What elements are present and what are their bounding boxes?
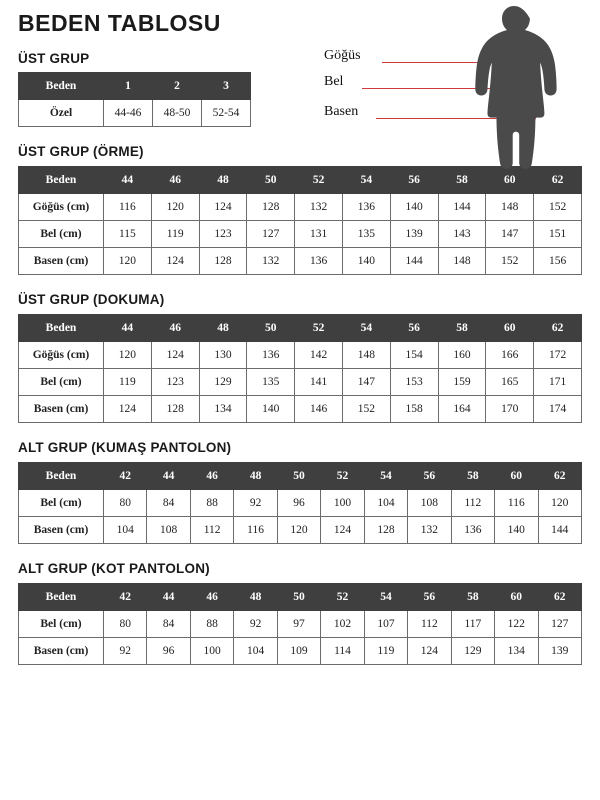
table-cell: 108 <box>147 517 190 544</box>
section-title: ÜST GRUP (DOKUMA) <box>18 292 165 307</box>
table-cell: 123 <box>151 369 199 396</box>
table-cell: 136 <box>451 517 494 544</box>
table-cell: 148 <box>486 194 534 221</box>
table-cell: 135 <box>247 369 295 396</box>
table-cell: 144 <box>438 194 486 221</box>
row-label: Basen (cm) <box>19 638 104 665</box>
table-cell: 116 <box>234 517 277 544</box>
table-cell: 102 <box>321 611 364 638</box>
table-cell: 120 <box>104 248 152 275</box>
table-cell: 170 <box>486 396 534 423</box>
table-cell: 114 <box>321 638 364 665</box>
header-cell: 44 <box>104 167 152 194</box>
callout-label-waist: Bel <box>324 74 344 89</box>
table-cell: 128 <box>364 517 407 544</box>
header-cell: 3 <box>202 73 251 100</box>
section-alt-grup-kot-pantolon <box>18 561 582 665</box>
table-cell: 119 <box>151 221 199 248</box>
header-cell: 56 <box>390 315 438 342</box>
table-row <box>19 221 582 248</box>
size-table-alt-grup-kot <box>18 583 582 665</box>
header-cell: 48 <box>234 463 277 490</box>
size-table-ust-grup-dokuma <box>18 314 582 423</box>
table-cell: 116 <box>104 194 152 221</box>
header-cell: 2 <box>153 73 202 100</box>
table-cell: 152 <box>342 396 390 423</box>
table-cell: 48-50 <box>153 100 202 127</box>
header-cell: 62 <box>538 463 581 490</box>
table-cell: 159 <box>438 369 486 396</box>
table-cell: 88 <box>190 490 233 517</box>
table-cell: 131 <box>295 221 343 248</box>
table-cell: 92 <box>104 638 147 665</box>
table-cell: 140 <box>342 248 390 275</box>
table-cell: 84 <box>147 611 190 638</box>
table-cell: 129 <box>199 369 247 396</box>
table-cell: 84 <box>147 490 190 517</box>
table-cell: 96 <box>147 638 190 665</box>
header-cell: 52 <box>321 463 364 490</box>
table-cell: 152 <box>486 248 534 275</box>
table-cell: 115 <box>104 221 152 248</box>
table-cell: 132 <box>295 194 343 221</box>
table-cell: 80 <box>104 490 147 517</box>
table-cell: 140 <box>247 396 295 423</box>
table-header-row <box>19 73 251 100</box>
table-cell: 130 <box>199 342 247 369</box>
section-title: ÜST GRUP (ÖRME) <box>18 144 144 159</box>
header-cell: 54 <box>342 167 390 194</box>
header-cell: 48 <box>199 315 247 342</box>
row-label: Göğüs (cm) <box>19 342 104 369</box>
table-cell: 164 <box>438 396 486 423</box>
header-cell: 54 <box>364 584 407 611</box>
header-cell: Beden <box>19 463 104 490</box>
header-cell: 56 <box>390 167 438 194</box>
header-cell: 44 <box>147 463 190 490</box>
header-cell: 46 <box>151 315 199 342</box>
header-cell: 56 <box>408 584 451 611</box>
header-cell: 58 <box>451 463 494 490</box>
table-row <box>19 194 582 221</box>
table-cell: 142 <box>295 342 343 369</box>
table-cell: 107 <box>364 611 407 638</box>
table-cell: 135 <box>342 221 390 248</box>
row-label: Basen (cm) <box>19 248 104 275</box>
header-cell: 60 <box>486 315 534 342</box>
table-cell: 153 <box>390 369 438 396</box>
header-cell: Beden <box>19 584 104 611</box>
header-cell: 1 <box>104 73 153 100</box>
header-cell: 48 <box>199 167 247 194</box>
table-cell: 104 <box>364 490 407 517</box>
header-cell: 52 <box>295 167 343 194</box>
table-cell: 172 <box>534 342 582 369</box>
table-cell: 132 <box>247 248 295 275</box>
header-cell: Beden <box>19 315 104 342</box>
table-cell: 147 <box>486 221 534 248</box>
row-label: Özel <box>19 100 104 127</box>
header-cell: 58 <box>438 167 486 194</box>
table-cell: 132 <box>408 517 451 544</box>
table-row <box>19 342 582 369</box>
page-title: BEDEN TABLOSU <box>18 10 221 36</box>
table-cell: 80 <box>104 611 147 638</box>
table-header-row <box>19 463 582 490</box>
table-row <box>19 517 582 544</box>
table-cell: 117 <box>451 611 494 638</box>
table-cell: 100 <box>190 638 233 665</box>
section-title: ALT GRUP (KOT PANTOLON) <box>18 561 210 576</box>
table-cell: 166 <box>486 342 534 369</box>
header-cell: 58 <box>451 584 494 611</box>
row-label: Bel (cm) <box>19 369 104 396</box>
header-cell: 54 <box>342 315 390 342</box>
header-cell: 60 <box>486 167 534 194</box>
row-label: Göğüs (cm) <box>19 194 104 221</box>
table-cell: 160 <box>438 342 486 369</box>
row-label: Basen (cm) <box>19 396 104 423</box>
row-label: Bel (cm) <box>19 221 104 248</box>
table-cell: 100 <box>321 490 364 517</box>
table-row <box>19 396 582 423</box>
table-cell: 128 <box>247 194 295 221</box>
table-cell: 140 <box>495 517 538 544</box>
row-label: Basen (cm) <box>19 517 104 544</box>
table-cell: 156 <box>534 248 582 275</box>
header-cell: 50 <box>277 463 320 490</box>
table-cell: 136 <box>247 342 295 369</box>
header-cell: 50 <box>277 584 320 611</box>
table-cell: 124 <box>151 248 199 275</box>
table-cell: 140 <box>390 194 438 221</box>
table-cell: 123 <box>199 221 247 248</box>
section-title: ALT GRUP (KUMAŞ PANTOLON) <box>18 440 232 455</box>
table-cell: 124 <box>321 517 364 544</box>
callout-label-hip: Basen <box>324 104 359 119</box>
header-cell: 46 <box>151 167 199 194</box>
table-cell: 120 <box>538 490 581 517</box>
table-cell: 97 <box>277 611 320 638</box>
table-cell: 119 <box>104 369 152 396</box>
table-cell: 129 <box>451 638 494 665</box>
table-row <box>19 638 582 665</box>
table-cell: 154 <box>390 342 438 369</box>
table-cell: 127 <box>538 611 581 638</box>
header-cell: 54 <box>364 463 407 490</box>
section-alt-grup-kumas-pantolon <box>18 440 582 544</box>
table-cell: 136 <box>342 194 390 221</box>
table-cell: 127 <box>247 221 295 248</box>
table-cell: 148 <box>342 342 390 369</box>
table-cell: 143 <box>438 221 486 248</box>
table-cell: 128 <box>151 396 199 423</box>
header-cell: 60 <box>495 463 538 490</box>
table-row <box>19 100 251 127</box>
body-measurement-figure <box>320 4 590 186</box>
table-cell: 148 <box>438 248 486 275</box>
header-cell: 56 <box>408 463 451 490</box>
size-table-alt-grup-kumas <box>18 462 582 544</box>
header-cell: 42 <box>104 463 147 490</box>
table-cell: 139 <box>390 221 438 248</box>
table-cell: 52-54 <box>202 100 251 127</box>
table-cell: 112 <box>190 517 233 544</box>
table-cell: 124 <box>199 194 247 221</box>
table-cell: 136 <box>295 248 343 275</box>
table-cell: 146 <box>295 396 343 423</box>
header-cell: 50 <box>247 167 295 194</box>
table-cell: 122 <box>495 611 538 638</box>
table-cell: 174 <box>534 396 582 423</box>
table-cell: 92 <box>234 490 277 517</box>
table-cell: 124 <box>151 342 199 369</box>
table-cell: 109 <box>277 638 320 665</box>
header-cell: 60 <box>495 584 538 611</box>
header-cell: 58 <box>438 315 486 342</box>
table-cell: 134 <box>495 638 538 665</box>
table-cell: 92 <box>234 611 277 638</box>
header-cell: 62 <box>538 584 581 611</box>
table-cell: 88 <box>190 611 233 638</box>
size-table-ust-grup <box>18 72 251 127</box>
table-cell: 151 <box>534 221 582 248</box>
table-cell: 108 <box>408 490 451 517</box>
header-cell: 44 <box>104 315 152 342</box>
header-cell: 62 <box>534 167 582 194</box>
table-cell: 144 <box>390 248 438 275</box>
table-cell: 112 <box>408 611 451 638</box>
header-cell: Beden <box>19 167 104 194</box>
table-cell: 134 <box>199 396 247 423</box>
header-cell: 48 <box>234 584 277 611</box>
table-header-row <box>19 315 582 342</box>
table-cell: 112 <box>451 490 494 517</box>
header-cell: 44 <box>147 584 190 611</box>
header-cell: 46 <box>190 584 233 611</box>
header-cell: 42 <box>104 584 147 611</box>
table-row <box>19 248 582 275</box>
header-cell: 52 <box>295 315 343 342</box>
row-label: Bel (cm) <box>19 490 104 517</box>
table-cell: 44-46 <box>104 100 153 127</box>
table-header-row <box>19 584 582 611</box>
table-cell: 144 <box>538 517 581 544</box>
row-label: Bel (cm) <box>19 611 104 638</box>
table-cell: 171 <box>534 369 582 396</box>
table-cell: 165 <box>486 369 534 396</box>
section-ust-grup-dokuma <box>18 292 582 423</box>
female-silhouette-icon <box>452 4 572 186</box>
table-cell: 158 <box>390 396 438 423</box>
table-cell: 120 <box>104 342 152 369</box>
table-cell: 139 <box>538 638 581 665</box>
table-row <box>19 611 582 638</box>
callout-label-bust: Göğüs <box>324 48 361 63</box>
table-cell: 141 <box>295 369 343 396</box>
table-row <box>19 369 582 396</box>
section-title: ÜST GRUP <box>18 51 90 66</box>
table-cell: 116 <box>495 490 538 517</box>
table-cell: 152 <box>534 194 582 221</box>
table-cell: 119 <box>364 638 407 665</box>
table-cell: 104 <box>234 638 277 665</box>
header-cell: 50 <box>247 315 295 342</box>
table-cell: 104 <box>104 517 147 544</box>
table-cell: 128 <box>199 248 247 275</box>
table-cell: 96 <box>277 490 320 517</box>
header-cell: Beden <box>19 73 104 100</box>
header-cell: 52 <box>321 584 364 611</box>
header-cell: 46 <box>190 463 233 490</box>
table-cell: 120 <box>151 194 199 221</box>
table-cell: 124 <box>408 638 451 665</box>
table-cell: 120 <box>277 517 320 544</box>
table-cell: 147 <box>342 369 390 396</box>
table-cell: 124 <box>104 396 152 423</box>
header-cell: 62 <box>534 315 582 342</box>
table-row <box>19 490 582 517</box>
